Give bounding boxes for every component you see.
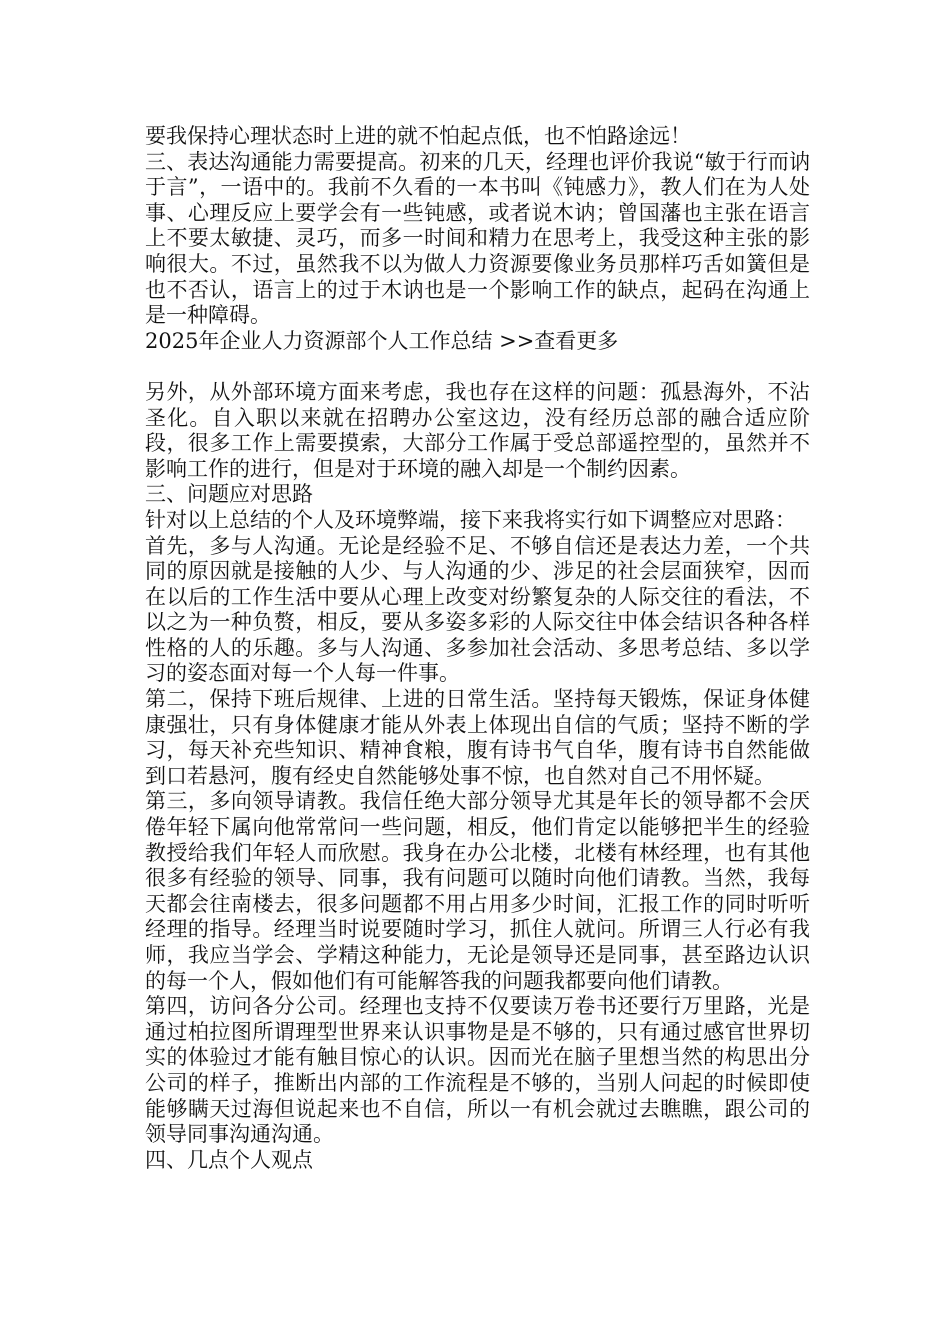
related-article-link[interactable]: [145, 329, 810, 355]
paragraph-strategy-intro: 针对以上总结的个人及环境弊端，接下来我将实行如下调整应对思路：: [145, 507, 796, 532]
paragraph-communication-ability: 三、表达沟通能力需要提高。初来的几天，经理也评价我说“敏于行而讷于言”，一语中的。我前不久看的一本书叫《钝感力》，教人们在为人处事、心理反应上要学会有一些钝感，或者说木讷；曾国藩也主张在语言上不要太敏捷、灵巧，而多一时间和精力在思考上，我受这种主张的影响很大。不过，虽然我不以为做人力资源要像业务员那样巧舌如簧但是也不否认，语言上的过于木讷也是一个影响工作的缺点，起码在沟通上是一种障碍。: [145, 149, 810, 328]
paragraph-attitude: 要我保持心理状态时上进的就不怕起点低，也不怕路途远！: [145, 124, 691, 148]
paragraph-fourth-visit-branches: 第四，访问各分公司。经理也支持不仅要读万卷书还要行万里路，光是通过柏拉图所谓理型世界来认识事物是是不够的，只有通过感官世界切实的体验过才能有触目惊心的认识。因而光在脑子里想当然的构思出分公司的样子，推断出内部的工作流程是不够的，当别人问起的时候即使能够瞒天过海但说起来也不自信，所以一有机会就过去瞧瞧，跟公司的领导同事沟通沟通。: [145, 994, 810, 1147]
paragraph-external-environment: 另外，从外部环境方面来考虑，我也存在这样的问题：孤悬海外，不沾圣化。自入职以来就在招聘办公室这边，没有经历总部的融合适应阶段，很多工作上需要摸索，大部分工作属于受总部遥控型的，虽然并不影响工作的进行，但是对于环境的融入却是一个制约因素。: [145, 379, 810, 481]
paragraph-second-routine: 第二，保持下班后规律、上进的日常生活。坚持每天锻炼，保证身体健康强壮，只有身体健康才能从外表上体现出自信的气质；坚持不断的学习，每天补充些知识、精神食粮，腹有诗书气自华，腹有诗书自然能做到口若悬河，腹有经史自然能够处事不惊，也自然对自己不用怀疑。: [145, 687, 810, 788]
paragraph-third-consult-leaders: 第三，多向领导请教。我信任绝大部分领导尤其是年长的领导都不会厌倦年轻下属向他常常问一些问题，相反，他们肯定以能够把半生的经验教授给我们年轻人而欣慰。我身在办公北楼，北楼有林经理，也有其他很多有经验的领导、同事，我有问题可以随时向他们请教。当然，我每天都会往南楼去，很多问题都不用占用多少时间，汇报工作的同时听听经理的指导。经理当时说要随时学习，抓住人就问。所谓三人行必有我师，我应当学会、学精这种能力，无论是领导还是同事，甚至路边认识的每一个人，假如他们有可能解答我的问题我都要向他们请教。: [145, 789, 810, 993]
paragraph-first-communicate: 首先，多与人沟通。无论是经验不足、不够自信还是表达力差，一个共同的原因就是接触的人少、与人沟通的少、涉足的社会层面狭窄，因而在以后的工作生活中要从心理上改变对纷繁复杂的人际交往的看法，不以之为一种负赘，相反，要从多姿多彩的人际交往中体会结识各种各样性格的人的乐趣。多与人沟通、多参加社会活动、多思考总结、多以学习的姿态面对每一个人每一件事。: [145, 533, 810, 686]
blank-line: [145, 354, 810, 380]
heading-personal-views: 四、几点个人观点: [145, 1147, 313, 1172]
heading-coping-strategy: 三、问题应对思路: [145, 482, 313, 507]
view-more-link[interactable]: 2025年企业人力资源部个人工作总结 >>查看更多: [145, 328, 619, 353]
document-body: [145, 124, 810, 1173]
